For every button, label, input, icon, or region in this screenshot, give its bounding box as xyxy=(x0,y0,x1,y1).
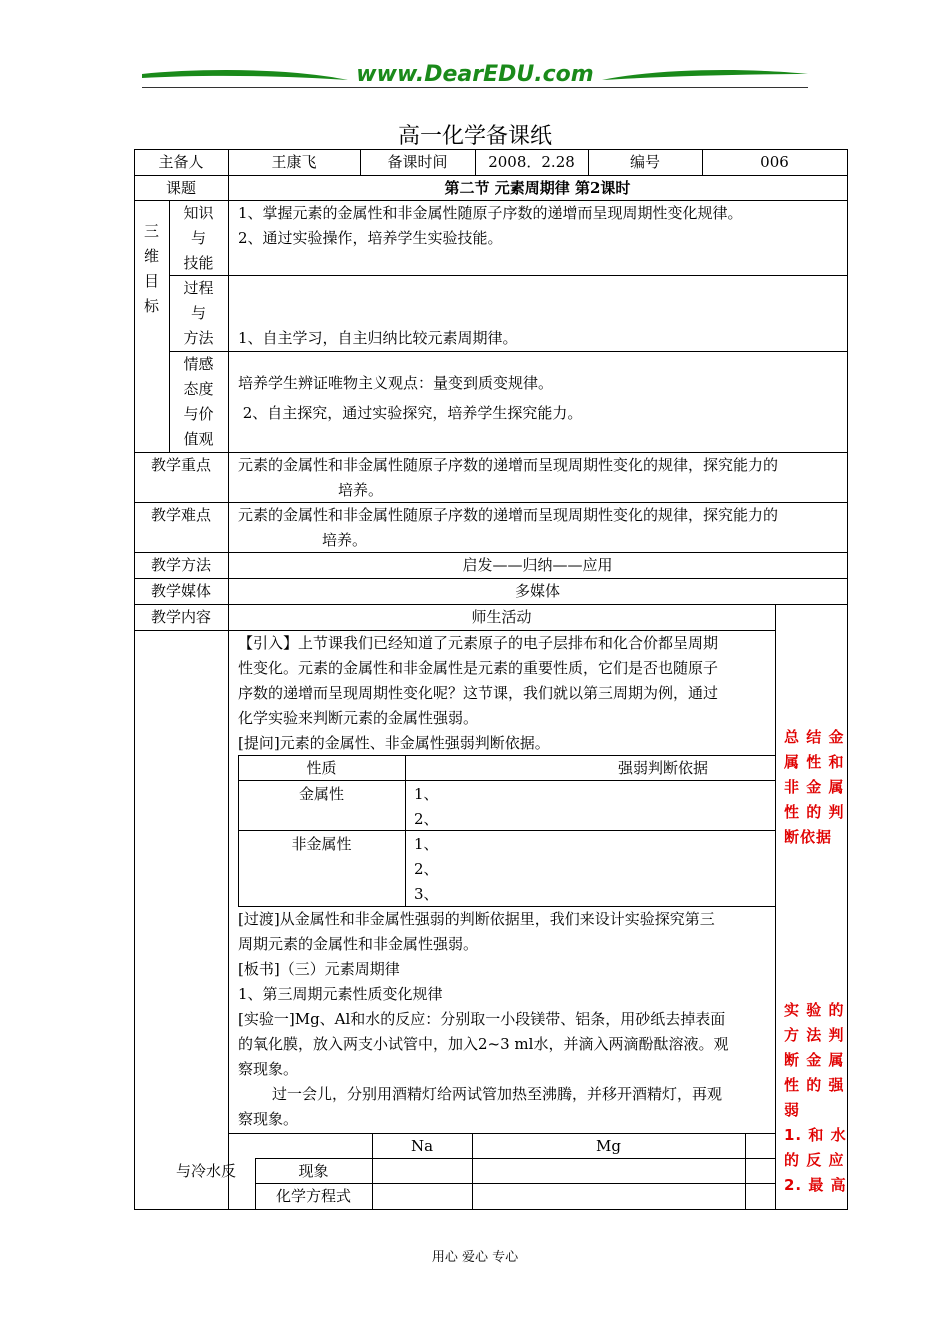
difficulty-label: 教学难点 xyxy=(150,506,211,524)
note-line: 总 结 金 xyxy=(784,728,845,746)
swoosh-left-icon xyxy=(140,66,350,86)
text-line: 周期元素的金属性和非金属性强弱。 xyxy=(238,935,479,953)
preparer-label: 主备人 xyxy=(158,153,204,171)
lesson-body xyxy=(238,907,728,1132)
page-title: 高一化学备课纸 xyxy=(397,124,552,149)
board-line: [板书]（三）元素周期律 xyxy=(238,960,400,978)
goals-label xyxy=(134,219,169,319)
prep-time-value: 2008．2.28 xyxy=(488,153,575,171)
list-item: 3、 xyxy=(414,885,439,903)
label-line: 方法 xyxy=(183,329,214,347)
swoosh-right-icon xyxy=(600,66,810,86)
logo-text: www.DearEDU.com xyxy=(356,62,594,87)
text-line: 序数的递增而呈现周期性变化呢？这节课，我们就以第三周期为例，通过 xyxy=(238,684,719,702)
media-value: 多媒体 xyxy=(514,582,560,600)
list-item: 1、 xyxy=(414,835,439,853)
question-line: [提问]元素的金属性、非金属性强弱判断依据。 xyxy=(238,734,550,752)
topic-label: 课题 xyxy=(165,179,196,197)
nonmetal-items xyxy=(414,832,439,907)
exp-row-equation: 化学方程式 xyxy=(275,1187,351,1205)
note-line: 实 验 的 xyxy=(784,1001,845,1019)
note-line: 性 的 判 xyxy=(784,803,845,821)
judgment-col-basis: 强弱判断依据 xyxy=(617,759,708,777)
emotion-content: 培养学生辨证唯物主义观点：量变到质变规律。 xyxy=(238,374,554,392)
goal-line: 2、自主探究，通过实验探究，培养学生探究能力。 xyxy=(238,404,583,422)
note-line: 断 金 属 xyxy=(784,1051,845,1069)
number-label: 编号 xyxy=(629,153,660,171)
text-line: [过渡]从金属性和非金属性强弱的判断依据里，我们来设计实验探究第三 xyxy=(238,910,715,928)
label-line: 态度 xyxy=(183,380,214,398)
note-line: 2. 最 高 xyxy=(784,1176,847,1194)
key-point-line1: 元素的金属性和非金属性随原子序数的递增而呈现周期性变化的规律，探究能力的 xyxy=(238,456,779,474)
metal-items xyxy=(414,782,439,832)
goals-char: 标 xyxy=(143,297,159,315)
note-line: 属 性 和 xyxy=(784,753,845,771)
label-line: 情感 xyxy=(183,355,214,373)
label-line: 知识 xyxy=(183,204,214,222)
exp-row-phenomenon: 现象 xyxy=(298,1162,329,1180)
note-line: 弱 xyxy=(784,1101,801,1119)
goals-char: 维 xyxy=(143,247,159,265)
media-label: 教学媒体 xyxy=(150,582,211,600)
prep-time-label: 备课时间 xyxy=(387,153,448,171)
text-line: 察现象。 xyxy=(238,1110,299,1128)
text-line: 化学实验来判断元素的金属性强弱。 xyxy=(238,709,479,727)
section-line: 1、第三周期元素性质变化规律 xyxy=(238,985,443,1003)
difficulty-line1: 元素的金属性和非金属性随原子序数的递增而呈现周期性变化的规律，探究能力的 xyxy=(238,506,779,524)
page-footer: 用心 爱心 专心 xyxy=(431,1250,519,1265)
note-line: 断依据 xyxy=(784,828,833,846)
knowledge-content xyxy=(238,201,843,251)
label-line: 与 xyxy=(190,229,206,247)
nonmetal-label: 非金属性 xyxy=(291,835,352,853)
process-label xyxy=(169,276,228,351)
note-line: 方 法 判 xyxy=(784,1026,845,1044)
list-item: 2、 xyxy=(414,810,439,828)
note-line: 性 的 强 xyxy=(784,1076,845,1094)
goal-line: 1、掌握元素的金属性和非金属性随原子序数的递增而呈现周期性变化规律。 xyxy=(238,204,743,222)
preparer-name: 王康飞 xyxy=(271,153,317,171)
text-line: 过一会儿，分别用酒精灯给两试管加热至沸腾，并移开酒精灯，再观 xyxy=(272,1085,723,1103)
text-line: [实验一]Mg、Al和水的反应：分别取一小段镁带、铝条，用砂纸去掉表面 xyxy=(238,1010,726,1028)
text-line: 性变化。元素的金属性和非金属性是元素的重要性质，它们是否也随原子 xyxy=(238,659,719,677)
key-point-line2: 培养。 xyxy=(338,481,384,499)
difficulty-line2: 培养。 xyxy=(322,531,368,549)
key-point-label: 教学重点 xyxy=(150,456,211,474)
activity-label: 师生活动 xyxy=(471,608,532,626)
note-line: 的 反 应 xyxy=(784,1151,845,1169)
list-item: 2、 xyxy=(414,860,439,878)
goal-line: 2、通过实验操作，培养学生实验技能。 xyxy=(238,229,503,247)
header-logo xyxy=(140,60,810,94)
text-line: 【引入】上节课我们已经知道了元素原子的电子层排布和化合价都呈周期 xyxy=(238,634,719,652)
list-item: 1、 xyxy=(414,785,439,803)
label-line: 值观 xyxy=(183,430,214,448)
judgment-col-property: 性质 xyxy=(306,759,337,777)
note-line: 非 金 属 xyxy=(784,778,845,796)
exp-col-na: Na xyxy=(410,1137,434,1155)
content-label: 教学内容 xyxy=(150,608,211,626)
metal-label: 金属性 xyxy=(298,785,344,803)
label-line: 与价 xyxy=(183,405,214,423)
text-line: 察现象。 xyxy=(238,1060,299,1078)
label-line: 与 xyxy=(190,304,206,322)
exp-col-mg: Mg xyxy=(596,1137,621,1155)
note-experiment xyxy=(784,998,847,1198)
emotion-label xyxy=(169,352,228,452)
exp-side-label: 与冷水反 xyxy=(176,1162,237,1180)
method-value: 启发——归纳——应用 xyxy=(462,556,613,574)
note-summary xyxy=(784,725,844,850)
intro-paragraph xyxy=(238,631,718,756)
label-line: 过程 xyxy=(183,279,214,297)
goals-char: 目 xyxy=(143,272,159,290)
goals-char: 三 xyxy=(143,222,159,240)
topic-value: 第二节 元素周期律 第2课时 xyxy=(444,179,631,197)
method-label: 教学方法 xyxy=(150,556,211,574)
header-rule xyxy=(142,87,808,88)
goal-line: 1、自主学习，自主归纳比较元素周期律。 xyxy=(238,329,518,347)
note-line: 1. 和 水 xyxy=(784,1126,847,1144)
process-content xyxy=(238,276,843,451)
number-value: 006 xyxy=(760,153,789,171)
label-line: 技能 xyxy=(183,254,214,272)
knowledge-label xyxy=(169,201,228,276)
text-line: 的氧化膜，放入两支小试管中，加入2~3 ml水，并滴入两滴酚酞溶液。观 xyxy=(238,1035,729,1053)
